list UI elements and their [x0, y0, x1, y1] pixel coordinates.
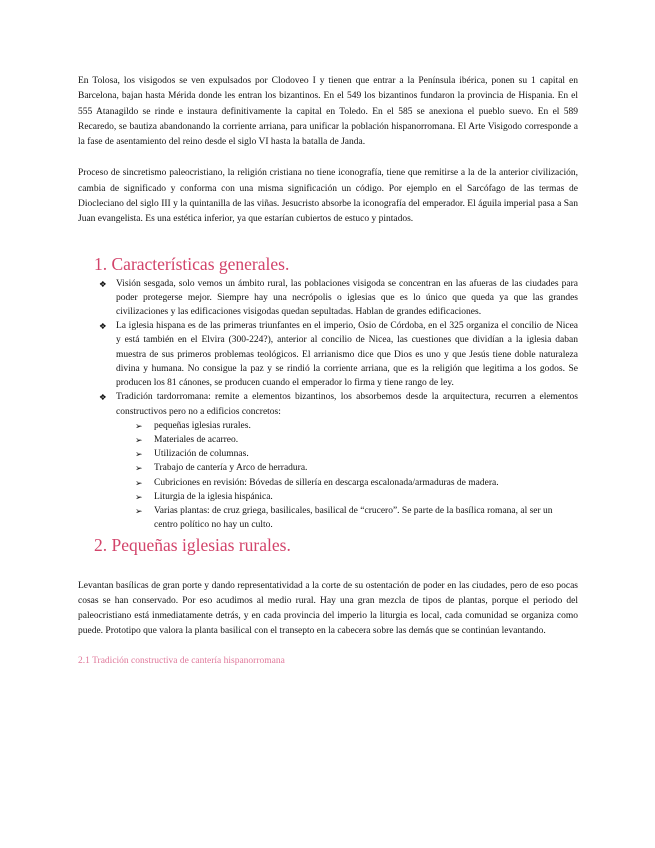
sub-item [78, 504, 578, 532]
sub-item-text: Liturgia de la iglesia hispánica. [154, 491, 273, 502]
subsection-heading-canteria: 2.1 Tradición constructiva de cantería hispanorromana [78, 655, 285, 666]
diamond-bullet-icon: ❖ [99, 392, 107, 403]
sub-item-text: Cubriciones en revisión: Bóvedas de sillería en descarga escalonada/armaduras de madera. [154, 477, 499, 488]
characteristics-bullet-list [78, 277, 578, 533]
arrow-bullet-icon: ➢ [135, 491, 143, 502]
sub-item-text: Trabajo de cantería y Arco de herradura. [154, 463, 308, 474]
bullet-text: La iglesia hispana es de las primeras triunfantes en el imperio, Osio de Córdoba, en el 325 organiza el concilio de Nicea y está también en el Elvira (300-224?), anterior al concilio de Nicea, las cuestiones que dividían a la iglesia daban muestra de sus primeros problemas teológicos. El arrianismo dice que Dios es uno y que Jesús tiene doble naturaleza divina y humana. No consigue la paz y se rindió la corriente arriana, que es la religión que legitima a los godos. Se producen los 81 cánones, se producen cuando el emperador lo firma y tiene rango de ley. [116, 321, 578, 389]
sub-item [78, 419, 578, 433]
sub-item [78, 476, 578, 490]
sub-item-text: Materiales de acarreo. [154, 434, 239, 445]
sub-item [78, 433, 578, 447]
sub-item [78, 461, 578, 475]
arrow-bullet-icon: ➢ [135, 420, 143, 431]
sub-item [78, 490, 578, 504]
intro-paragraph-syncretism: Proceso de sincretismo paleocristiano, la religión cristiana no tiene iconografía, tiene que remitirse a la de la anterior civilización, cambia de significado y conforma con una misma significación un código. Por ejemplo en el Sarcófago de las termas de Diocleciano del siglo III y la quintanilla de las viñas. Jesucristo absorbe la iconografía del emperador. El águila imperial pasa a San Juan evangelista. Es una estética inferior, ya que estarían cubiertos de estuco y pintados. [78, 168, 578, 225]
section-heading-caracteristicas: 1. Características generales. [94, 253, 290, 274]
section2-paragraph: Levantan basílicas de gran porte y dando representatividad a la corte de su ostentación de poder en las ciudades, pero de eso pocas cosas se han conservado. Por eso acudimos al medio rural. Hay una gran mezcla de tipos de plantas, porque el periodo del paleocristiano está inmediatamente detrás, y en cada provincia del imperio la liturgia es local, cada comunidad se organiza como puede. Prototipo que valora la planta basilical con el transepto en la cabecera sobre las demás que se continúan levantando. [78, 581, 578, 636]
sub-item-text: Varias plantas: de cruz griega, basilicales, basilical de “crucero”. Se parte de la basílica romana, al ser un centro político no hay un culto. [154, 505, 553, 531]
arrow-bullet-icon: ➢ [135, 505, 143, 516]
arrow-bullet-icon: ➢ [135, 477, 143, 488]
arrow-bullet-icon: ➢ [135, 449, 143, 460]
sub-item-text: Utilización de columnas. [154, 449, 249, 460]
constructive-elements-sublist [116, 419, 578, 533]
intro-paragraph-visigoths: En Tolosa, los visigodos se ven expulsados por Clodoveo I y tienen que entrar a la Península ibérica, ponen su 1 capital en Barcelona, bajan hasta Mérida donde les entran los bizantinos. En el 549 los bizantinos fundaron la provincia de Hispania. En el 555 Atanagildo se rinde e instaura definitivamente la capital en Toledo. En el 585 se anexiona el pueblo suevo. En el 589 Recaredo, se bautiza abandonando la corriente arriana, para unificar la población hispanorromana. El Arte Visigodo corresponde a la fase de asentamiento del reino desde el siglo VI hasta la batalla de Janda. [78, 76, 578, 148]
bullet-text: Tradición tardorromana: remite a elementos bizantinos, los absorbemos desde la arquitectura, recurren a elementos constructivos pero no a edificios concretos: [116, 392, 578, 417]
section-heading-pequenas-iglesias: 2. Pequeñas iglesias rurales. [94, 535, 291, 556]
sub-item-text: pequeñas iglesias rurales. [154, 420, 251, 431]
diamond-bullet-icon: ❖ [99, 278, 107, 289]
arrow-bullet-icon: ➢ [135, 434, 143, 445]
bullet-item-tradicion-tardorromana [78, 390, 578, 532]
bullet-text: Visión sesgada, solo vemos un ámbito rural, las poblaciones visigoda se concentran en las afueras de las ciudades para poder protegerse mejor. Siempre hay una necrópolis o iglesias que es lo único que queda ya que las grandes civilizaciones y las edificaciones visigodas quedan sepultadas. Hablan de grandes edificaciones. [116, 278, 578, 318]
bullet-item-vision-sesgada [78, 277, 578, 320]
document-page [78, 74, 578, 666]
bullet-item-iglesia-hispana [78, 319, 578, 390]
arrow-bullet-icon: ➢ [135, 463, 143, 474]
diamond-bullet-icon: ❖ [99, 321, 107, 332]
sub-item [78, 447, 578, 461]
